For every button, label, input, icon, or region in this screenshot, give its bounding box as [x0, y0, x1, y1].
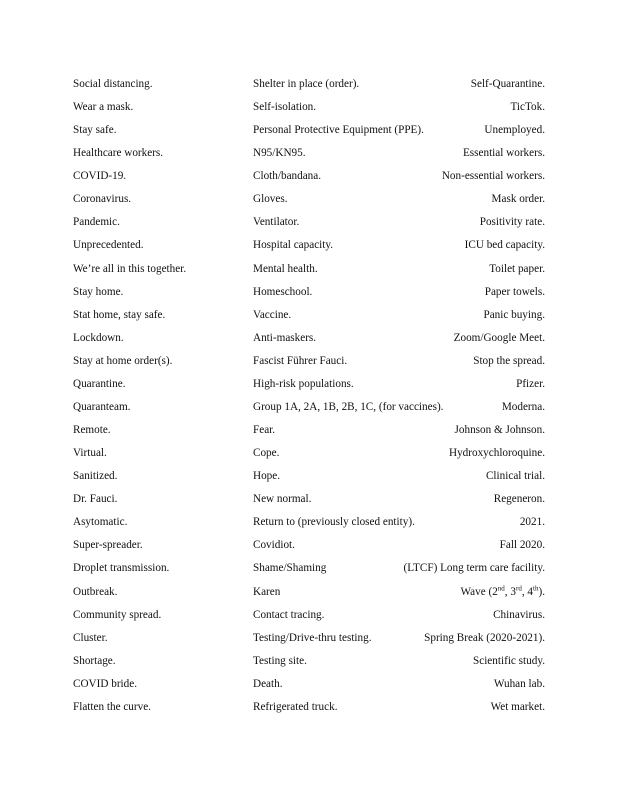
term-row: [0, 235, 618, 255]
term-c1: Community spread.: [73, 608, 162, 621]
wave-part: Wave (2: [460, 585, 498, 598]
term-c2: Anti-maskers.: [253, 331, 317, 344]
term-row: [0, 374, 618, 394]
term-c2: Hospital capacity.: [253, 239, 334, 252]
term-c1: We’re all in this together.: [73, 262, 187, 275]
wave-part: th: [533, 583, 539, 592]
term-row: [0, 605, 618, 625]
term-c2: Self-isolation.: [253, 101, 317, 114]
term-c2: Return to (previously closed entity).: [253, 516, 415, 529]
term-c3: Non-essential workers.: [441, 170, 545, 183]
term-c1: Droplet transmission.: [73, 562, 170, 575]
term-c3: Moderna.: [501, 400, 545, 413]
term-c3: Zoom/Google Meet.: [453, 331, 545, 344]
term-c2: Vaccine.: [253, 308, 292, 321]
term-row: [0, 97, 618, 117]
wave-part: , 3: [504, 585, 516, 598]
term-c3: (LTCF) Long term care facility.: [403, 562, 545, 575]
term-c1: Coronavirus.: [73, 193, 132, 206]
term-c1: Lockdown.: [73, 331, 124, 344]
term-row: [0, 328, 618, 348]
term-c3: Clinical trial.: [485, 470, 545, 483]
term-row: [0, 420, 618, 440]
term-c1: Remote.: [73, 424, 111, 437]
term-c2: Mental health.: [253, 262, 318, 275]
term-c2: Death.: [253, 677, 283, 690]
term-row: [0, 74, 618, 94]
term-c1: Sanitized.: [73, 470, 118, 483]
term-c2: Fear.: [253, 424, 276, 437]
term-c1: Flatten the curve.: [73, 700, 151, 713]
term-c1: COVID-19.: [73, 170, 127, 183]
term-c3: Toilet paper.: [489, 262, 545, 275]
term-row: [0, 259, 618, 279]
term-c3: Essential workers.: [462, 147, 545, 160]
term-c2: Gloves.: [253, 193, 288, 206]
term-row: [0, 397, 618, 417]
term-c3: Spring Break (2020-2021).: [424, 631, 545, 644]
term-c2: Covidiot.: [253, 539, 295, 552]
term-c1: Pandemic.: [73, 216, 120, 229]
term-row: [0, 489, 618, 509]
term-c3: Positivity rate.: [479, 216, 545, 229]
wave-part: ).: [538, 585, 545, 598]
term-row: [0, 166, 618, 186]
term-row: [0, 697, 618, 717]
term-c1: Outbreak.: [73, 585, 118, 598]
term-c2: Ventilator.: [253, 216, 300, 229]
term-c2: New normal.: [253, 493, 312, 506]
term-c2: Group 1A, 2A, 1B, 2B, 1C, (for vaccines).: [253, 400, 444, 413]
term-row: [0, 674, 618, 694]
term-row: [0, 466, 618, 486]
term-row: [0, 212, 618, 232]
term-c3: Hydroxychloroquine.: [448, 447, 545, 460]
term-c1: COVID bride.: [73, 677, 138, 690]
term-c3: [460, 582, 545, 602]
term-c3: Mask order.: [491, 193, 545, 206]
term-c2: Karen: [253, 585, 281, 598]
term-c2: Cope.: [253, 447, 280, 460]
term-c3: Panic buying.: [483, 308, 545, 321]
term-row: [0, 351, 618, 371]
term-c1: Stay safe.: [73, 124, 117, 137]
term-c2: Hope.: [253, 470, 281, 483]
term-c3: Wet market.: [490, 700, 545, 713]
wave-part: nd: [497, 583, 505, 592]
term-c3: Pfizer.: [516, 377, 545, 390]
term-row: [0, 443, 618, 463]
term-c3: Stop the spread.: [473, 354, 545, 367]
term-c2: Testing site.: [253, 654, 307, 667]
term-c1: Stat home, stay safe.: [73, 308, 166, 321]
term-c1: Virtual.: [73, 447, 107, 460]
term-c2: Personal Protective Equipment (PPE).: [253, 124, 424, 137]
term-c1: Dr. Fauci.: [73, 493, 118, 506]
term-row: [0, 582, 618, 602]
term-c1: Quaranteam.: [73, 400, 131, 413]
term-row: [0, 628, 618, 648]
term-row: [0, 143, 618, 163]
term-c2: Refrigerated truck.: [253, 700, 338, 713]
term-c3: Chinavirus.: [493, 608, 545, 621]
term-c2: Shelter in place (order).: [253, 78, 360, 90]
term-c2: Shame/Shaming: [253, 562, 327, 575]
term-c1: Unprecedented.: [73, 239, 144, 252]
term-c3: Unemployed.: [484, 124, 545, 137]
term-c1: Stay home.: [73, 285, 124, 298]
term-c1: Wear a mask.: [73, 101, 134, 114]
term-row: [0, 189, 618, 209]
term-c3: Regeneron.: [493, 493, 545, 506]
term-row: [0, 535, 618, 555]
term-c2: Contact tracing.: [253, 608, 325, 621]
term-c1: Asytomatic.: [73, 516, 128, 529]
term-c1: Super-spreader.: [73, 539, 143, 552]
term-c3: Self-Quarantine.: [470, 78, 545, 90]
term-c2: Cloth/bandana.: [253, 170, 322, 183]
term-row: [0, 120, 618, 140]
term-c2: Homeschool.: [253, 285, 313, 298]
term-c3: Paper towels.: [484, 285, 545, 298]
term-row: [0, 305, 618, 325]
term-c1: Quarantine.: [73, 377, 126, 390]
term-row: [0, 512, 618, 532]
term-c3: Scientific study.: [473, 654, 545, 667]
term-c2: Fascist Führer Fauci.: [253, 354, 348, 367]
term-c1: Cluster.: [73, 631, 108, 644]
term-c2: High-risk populations.: [253, 377, 354, 390]
term-c3: TicTok.: [510, 101, 545, 114]
term-c3: ICU bed capacity.: [464, 239, 545, 252]
wave-part: , 4: [521, 585, 534, 598]
term-row: [0, 558, 618, 578]
term-c1: Social distancing.: [73, 78, 153, 90]
term-c3: Johnson & Johnson.: [454, 424, 545, 437]
term-c3: Fall 2020.: [499, 539, 545, 552]
term-row: [0, 651, 618, 671]
term-c2: Testing/Drive-thru testing.: [253, 631, 372, 644]
term-c3: 2021.: [519, 516, 545, 529]
term-c2: N95/KN95.: [253, 147, 306, 160]
term-c3: Wuhan lab.: [493, 677, 545, 690]
term-c1: Stay at home order(s).: [73, 354, 173, 367]
term-c1: Healthcare workers.: [73, 147, 164, 160]
wave-part: rd: [515, 583, 522, 592]
term-c1: Shortage.: [73, 654, 116, 667]
term-row: [0, 282, 618, 302]
